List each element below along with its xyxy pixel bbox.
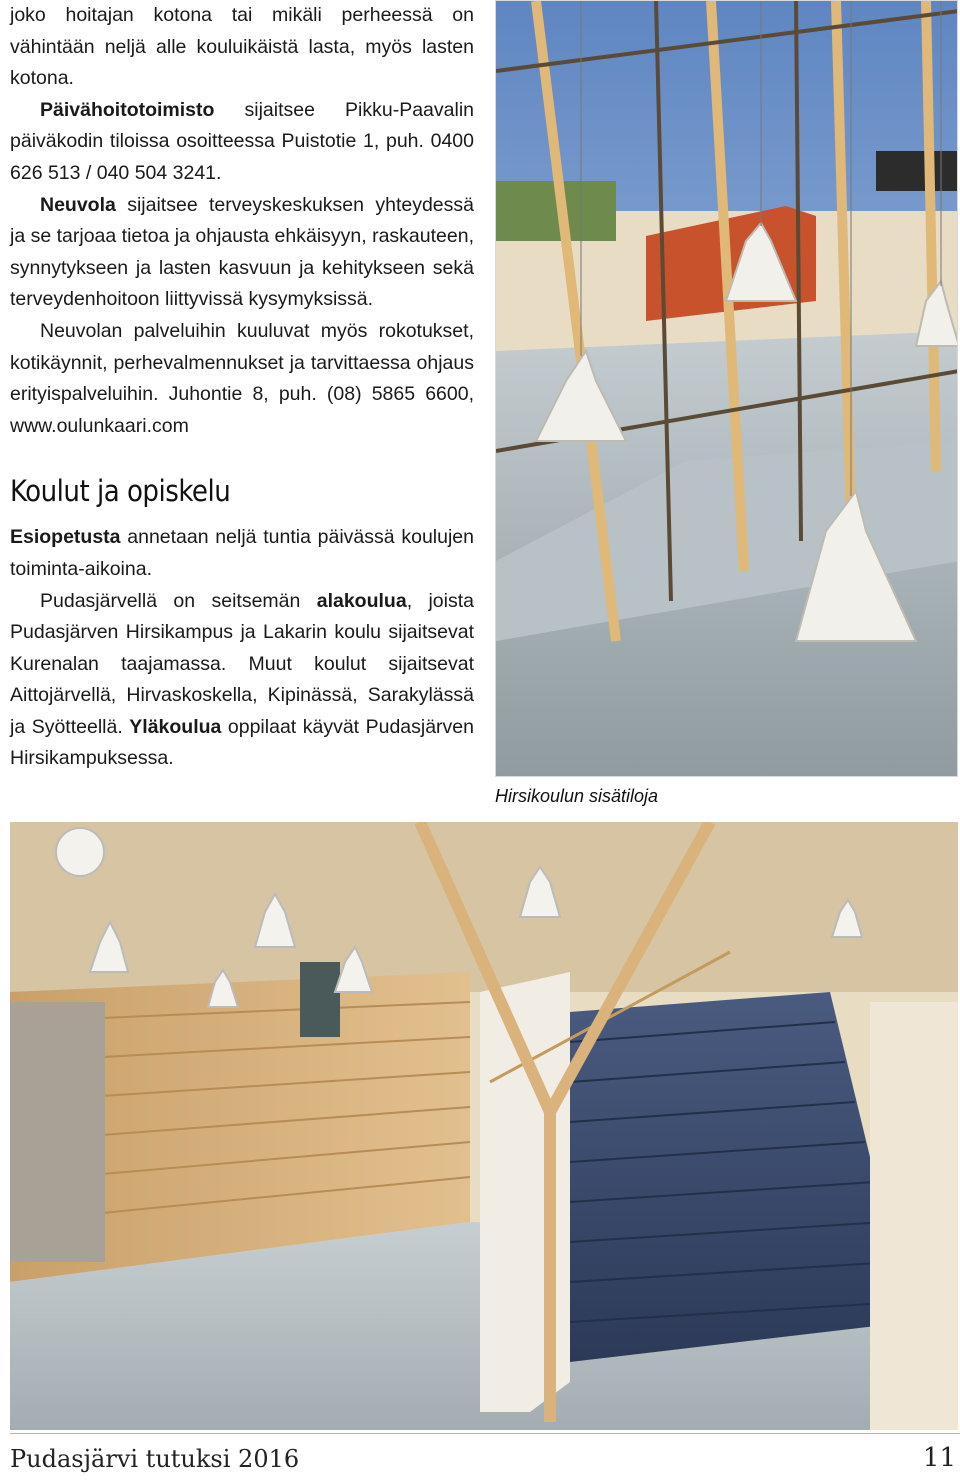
photo-window-hall bbox=[495, 0, 958, 777]
photo-caption: Hirsikoulun sisätiloja bbox=[495, 786, 659, 806]
paragraph-clinic-services: Neuvolan palveluihin kuuluvat myös rokotukset, kotikäynnit, perhevalmennukset ja tarvittaessa ohjaus erityispalveluihin. Juhontie 8, puh. (08) 5865 6600, www.oulunkaari.com bbox=[10, 319, 474, 437]
term-clinic: Neuvola bbox=[40, 193, 116, 216]
page-footer bbox=[10, 1433, 960, 1480]
paragraph-schools: Pudasjärvellä on seitsemän alakoulua, joista Pudasjärven Hirsikampus ja Lakarin koulu sijaitsevat Kurenalan taajamassa. Muut koulut sijaitsevat Aittojärvellä, Hirvaskoskella, Kipinässä, Sarakylässä ja Syötteellä. Yläkoulua oppilaat käyvät Pudasjärven Hirsikampuksessa. bbox=[10, 589, 474, 770]
term-daycare-office: Päivähoitotoimisto bbox=[40, 98, 215, 121]
paragraph-preschool: Esiopetusta annetaan neljä tuntia päivässä koulujen toiminta-aikoina. bbox=[10, 526, 474, 580]
article-body bbox=[10, 0, 474, 775]
term-primary-school: alakoulua bbox=[316, 589, 407, 612]
term-preschool: Esiopetusta bbox=[10, 526, 121, 549]
footer-rule bbox=[10, 1433, 960, 1434]
term-secondary-school: Yläkoulua bbox=[129, 715, 222, 738]
section-heading: Koulut ja opiskelu bbox=[10, 474, 231, 509]
photo-staircase-lobby bbox=[10, 822, 958, 1430]
page-number: 11 bbox=[922, 1443, 956, 1473]
photo-window-hall-illustration bbox=[496, 1, 958, 777]
publication-title: Pudasjärvi tutuksi 2016 bbox=[10, 1445, 300, 1473]
paragraph-daycare-office: Päivähoitotoimisto sijaitsee Pikku-Paavalin päiväkodin tiloissa osoitteessa Puistotie 1, puh. 0400 626 513 / 040 504 3241. bbox=[10, 98, 474, 184]
paragraph-clinic: Neuvola sijaitsee terveyskeskuksen yhteydessä ja se tarjoaa tietoa ja ohjausta ehkäisyyn, raskauteen, synnytykseen ja lasten kasvuun ja kehitykseen sekä terveydenhoitoon liittyvissä kysymyksissä. bbox=[10, 193, 474, 311]
photo-staircase-lobby-illustration bbox=[10, 822, 958, 1430]
paragraph-childcare: joko hoitajan kotona tai mikäli perheessä on vähintään neljä alle kouluikäistä lasta, myös lasten kotona. bbox=[10, 4, 474, 90]
